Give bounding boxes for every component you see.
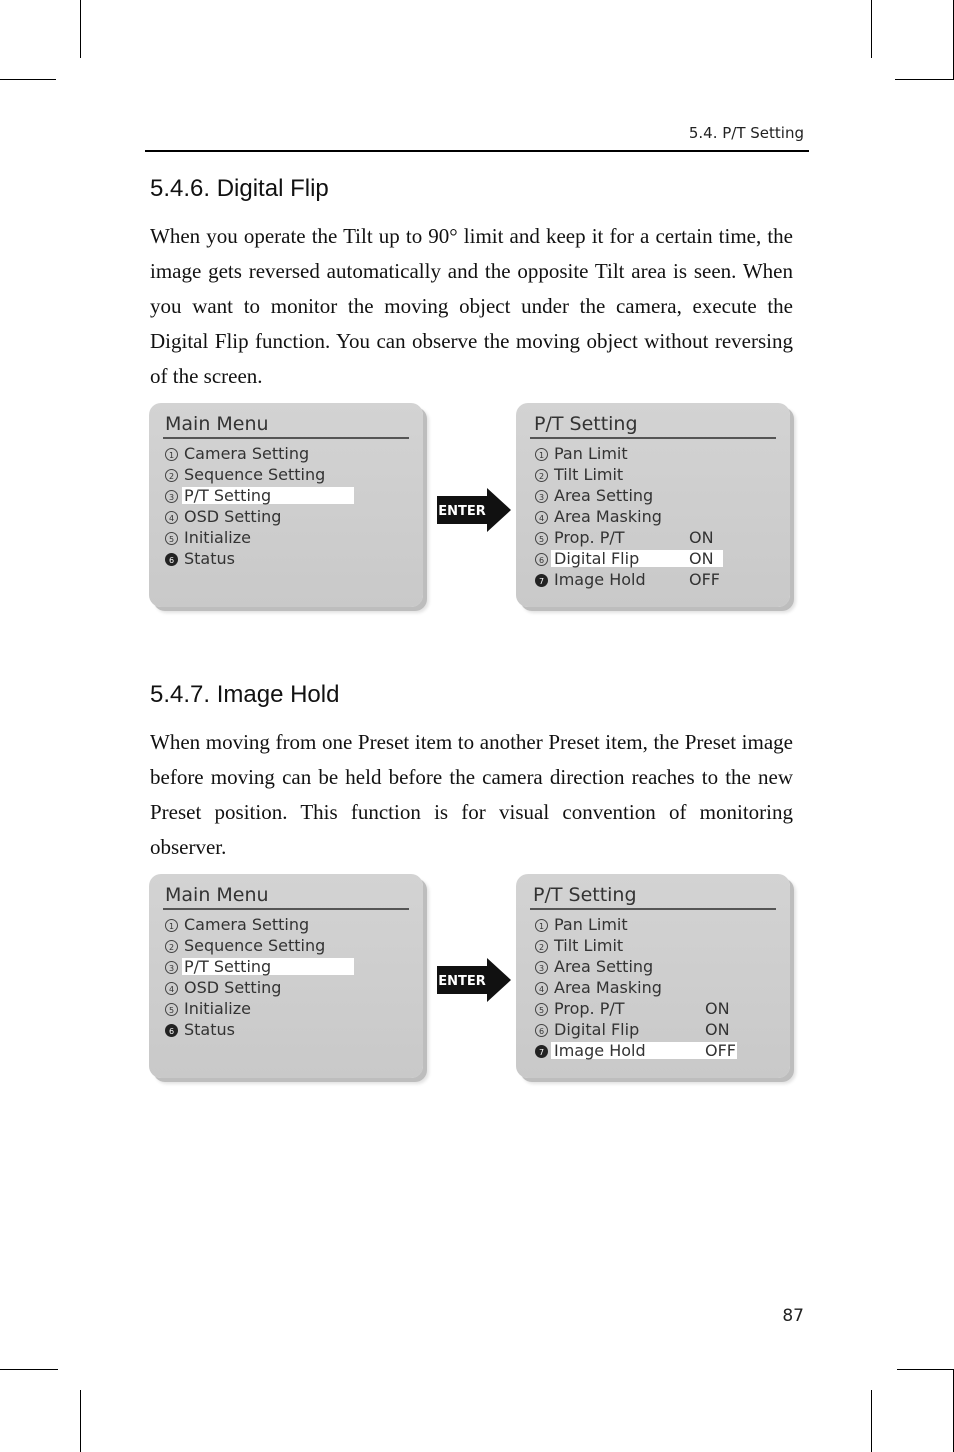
menu-item-label: Pan Limit	[554, 444, 628, 463]
circled-number-icon: 7	[535, 574, 548, 587]
menu-item-tilt-limit[interactable]	[535, 464, 662, 485]
menu-divider	[163, 908, 409, 910]
menu-item-label: Camera Setting	[184, 444, 310, 463]
menu-item-label: Area Masking	[554, 978, 662, 997]
menu-item-digital-flip-selected[interactable]	[535, 548, 714, 569]
circled-number-icon: 2	[165, 940, 178, 953]
menu-item-area-setting[interactable]	[535, 956, 662, 977]
circled-number-icon: 4	[535, 982, 548, 995]
circled-number-icon: 4	[165, 511, 178, 524]
menu-item-value: ON	[689, 528, 714, 547]
circled-number-icon: 3	[535, 490, 548, 503]
menu-item-value: ON	[689, 549, 714, 568]
menu-item-prop-pt[interactable]	[535, 998, 730, 1019]
circled-number-icon: 6	[535, 553, 548, 566]
menu-item-label: P/T Setting	[184, 957, 272, 976]
circled-number-icon: 6	[165, 553, 178, 566]
menu-title: P/T Setting	[533, 884, 637, 906]
header-rule	[145, 150, 809, 152]
circled-number-icon: 3	[165, 490, 178, 503]
menu-item-digital-flip[interactable]	[535, 1019, 730, 1040]
menu-item-prop-pt[interactable]	[535, 527, 714, 548]
menu-item-label: Area Setting	[554, 957, 654, 976]
menu-item-label: OSD Setting	[184, 978, 282, 997]
menu-title: Main Menu	[165, 884, 269, 906]
circled-number-icon: 4	[165, 982, 178, 995]
menu-item-label: Image Hold	[554, 570, 646, 589]
menu-item-label: Prop. P/T	[554, 528, 625, 547]
menu-item-image-hold-selected[interactable]	[535, 1040, 736, 1061]
menu-item-label: Area Masking	[554, 507, 662, 526]
menu-item-status[interactable]	[165, 548, 325, 569]
circled-number-icon: 7	[535, 1045, 548, 1058]
menu-item-osd-setting[interactable]	[165, 506, 325, 527]
menu-item-camera-setting[interactable]	[165, 443, 325, 464]
crop-mark	[80, 1390, 81, 1452]
circled-number-icon: 4	[535, 511, 548, 524]
main-menu-panel	[149, 403, 423, 607]
menu-item-camera-setting[interactable]	[165, 914, 325, 935]
menu-item-tilt-limit[interactable]	[535, 935, 662, 956]
circled-number-icon: 2	[535, 940, 548, 953]
menu-item-area-masking[interactable]	[535, 506, 662, 527]
crop-mark	[871, 1390, 872, 1452]
circled-number-icon: 3	[535, 961, 548, 974]
circled-number-icon: 6	[165, 1024, 178, 1037]
menu-item-label: Camera Setting	[184, 915, 310, 934]
menu-divider	[530, 437, 776, 439]
menu-divider	[530, 908, 776, 910]
crop-mark	[895, 79, 954, 80]
menu-item-value: ON	[705, 1020, 730, 1039]
circled-number-icon: 1	[165, 919, 178, 932]
menu-title: Main Menu	[165, 413, 269, 435]
pt-setting-panel	[516, 403, 790, 607]
crop-mark	[80, 0, 81, 58]
menu-item-label: Tilt Limit	[554, 465, 624, 484]
menu-item-label: Tilt Limit	[554, 936, 624, 955]
menu-list	[535, 443, 720, 590]
menu-item-label: P/T Setting	[184, 486, 272, 505]
menu-item-initialize[interactable]	[165, 527, 325, 548]
circled-number-icon: 2	[535, 469, 548, 482]
section-body-image-hold: When moving from one Preset item to another Preset item, the Preset image before moving can be held before the camera direction reaches to the new Preset position. This function is for visual convention of monitoring observer.	[150, 730, 793, 859]
circled-number-icon: 5	[535, 1003, 548, 1016]
crop-mark	[871, 0, 872, 58]
circled-number-icon: 1	[535, 448, 548, 461]
circled-number-icon: 1	[535, 919, 548, 932]
menu-list	[535, 914, 736, 1061]
menu-title: P/T Setting	[534, 413, 638, 435]
circled-number-icon: 5	[165, 532, 178, 545]
menu-item-label: Area Setting	[554, 486, 654, 505]
running-header: 5.4. P/T Setting	[688, 124, 804, 142]
page-number: 87	[782, 1306, 804, 1326]
menu-item-label: Pan Limit	[554, 915, 628, 934]
menu-list	[165, 914, 325, 1040]
crop-mark	[0, 79, 56, 80]
menu-item-label: Digital Flip	[554, 1020, 640, 1039]
menu-divider	[163, 437, 409, 439]
menu-item-value: OFF	[689, 570, 720, 589]
section-title-image-hold: 5.4.7. Image Hold	[150, 681, 340, 708]
menu-item-label: Sequence Setting	[184, 465, 326, 484]
menu-item-label: Prop. P/T	[554, 999, 625, 1018]
menu-item-area-masking[interactable]	[535, 977, 662, 998]
menu-item-label: OSD Setting	[184, 507, 282, 526]
menu-item-label: Image Hold	[554, 1041, 646, 1060]
menu-item-label: Status	[184, 1020, 235, 1039]
crop-mark	[897, 1369, 954, 1370]
pt-setting-panel	[516, 874, 790, 1078]
enter-label: ENTER	[438, 504, 486, 519]
menu-item-value: OFF	[705, 1041, 736, 1060]
menu-item-label: Initialize	[184, 999, 251, 1018]
enter-arrow-icon	[437, 958, 511, 1002]
menu-item-pt-setting-selected[interactable]	[165, 485, 325, 506]
menu-item-pan-limit[interactable]	[535, 443, 662, 464]
menu-list	[165, 443, 325, 569]
menu-item-sequence-setting[interactable]	[165, 464, 325, 485]
menu-item-pt-setting-selected[interactable]	[165, 956, 325, 977]
circled-number-icon: 3	[165, 961, 178, 974]
menu-item-label: Initialize	[184, 528, 251, 547]
circled-number-icon: 5	[165, 1003, 178, 1016]
main-menu-panel	[149, 874, 423, 1078]
section-body-digital-flip: When you operate the Tilt up to 90° limit and keep it for a certain time, the image gets reversed automatically and the opposite Tilt area is seen. When you want to monitor the moving object under the camera, execute the Digital Flip function. You can observe the moving object without reversing of the screen.	[150, 224, 793, 388]
menu-item-label: Sequence Setting	[184, 936, 326, 955]
menu-item-initialize[interactable]	[165, 998, 325, 1019]
enter-label: ENTER	[438, 974, 486, 989]
circled-number-icon: 5	[535, 532, 548, 545]
menu-item-status[interactable]	[165, 1019, 325, 1040]
circled-number-icon: 6	[535, 1024, 548, 1037]
menu-item-label: Status	[184, 549, 235, 568]
circled-number-icon: 1	[165, 448, 178, 461]
menu-item-osd-setting[interactable]	[165, 977, 325, 998]
menu-item-area-setting[interactable]	[535, 485, 662, 506]
menu-item-pan-limit[interactable]	[535, 914, 662, 935]
menu-item-label: Digital Flip	[554, 549, 640, 568]
enter-arrow-icon	[437, 488, 511, 532]
circled-number-icon: 2	[165, 469, 178, 482]
crop-mark	[0, 1369, 58, 1370]
menu-item-image-hold[interactable]	[535, 569, 720, 590]
section-title-digital-flip: 5.4.6. Digital Flip	[150, 175, 329, 202]
menu-item-value: ON	[705, 999, 730, 1018]
menu-item-sequence-setting[interactable]	[165, 935, 325, 956]
